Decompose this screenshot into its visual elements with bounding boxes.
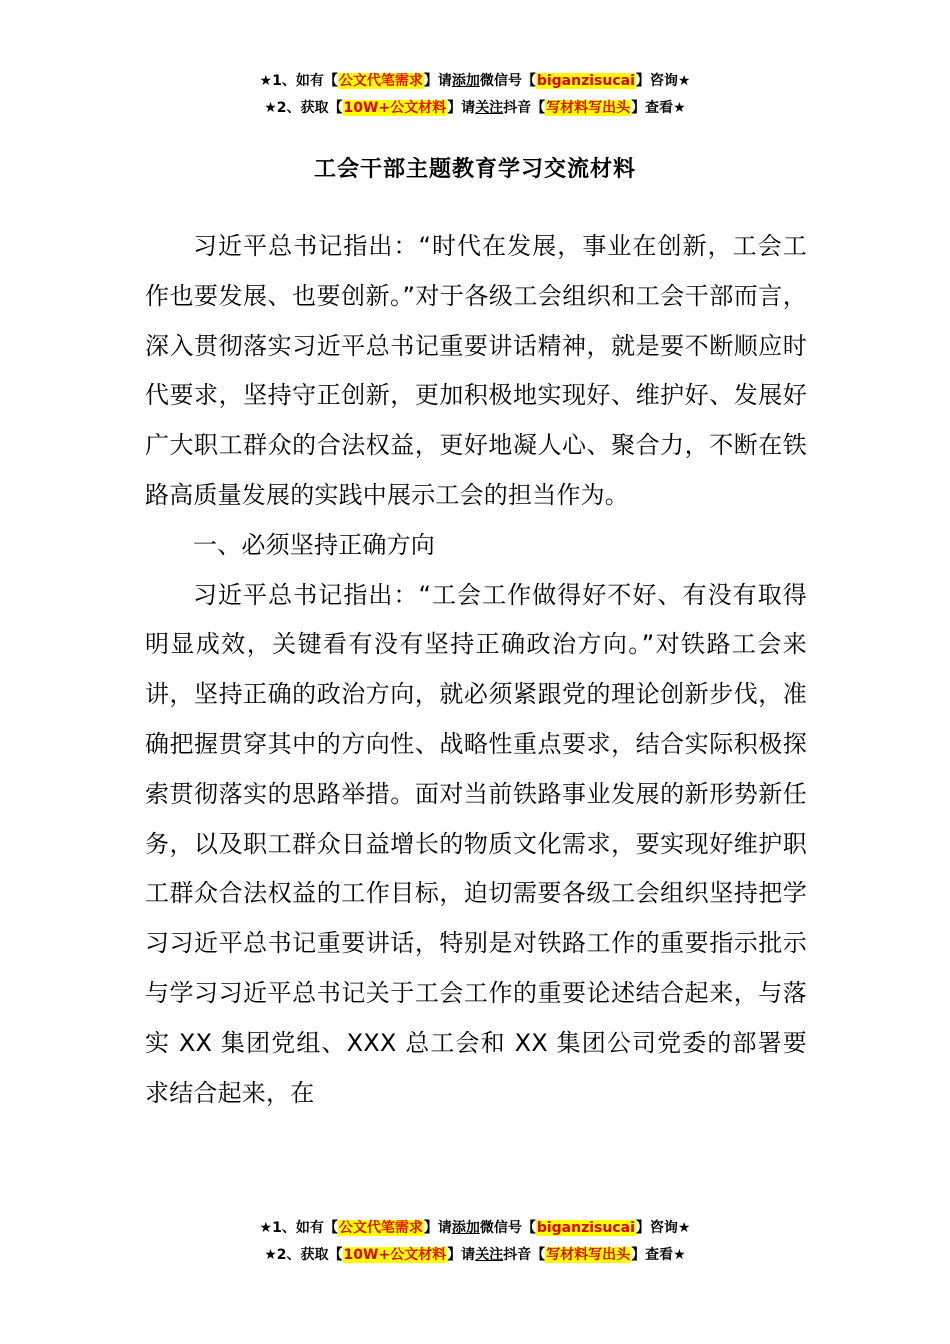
banner-underlined: 关注 (475, 1247, 504, 1263)
banner-underlined: 添加 (451, 73, 480, 89)
section-heading: 一、必须坚持正确方向 (193, 530, 435, 559)
paragraph-intro: 习近平总书记指出：“时代在发展，事业在创新，工会工作也要发展、也要创新。”对于各级工会组织和工会干部而言，深入贯彻落实习近平总书记重要讲话精神，就是要不断顺应时代要求，坚持守正创新，更加积极地实现好、维护好、发展好广大职工群众的合法权益，更好地凝人心、聚合力，不断在铁路高质量发展的实践中展示工会的担当作为。 (145, 232, 807, 509)
banner-text: 】请 (447, 1247, 476, 1263)
banner-text: ★2、获取【 (264, 100, 343, 116)
banner-text: ★1、如有【 (259, 73, 338, 89)
banner-text: 抖音【 (503, 100, 546, 116)
banner-highlight: 10W+公文材料 (343, 100, 447, 116)
banner-highlight: biganzisucai (536, 73, 635, 89)
header-banner (0, 68, 950, 122)
paragraph-section-1: 习近平总书记指出：“工会工作做得好不好、有没有取得明显成效，关键看有没有坚持正确政治方向。”对铁路工会来讲，坚持正确的政治方向，就必须紧跟党的理论创新步伐，准确把握贯穿其中的方向性、战略性重点要求，结合实际积极探索贯彻落实的思路举措。面对当前铁路事业发展的新形势新任务，以及职工群众日益增长的物质文化需求，要实现好维护职工群众合法权益的工作目标，迫切需要各级工会组织坚持把学习习近平总书记重要讲话，特别是对铁路工作的重要指示批示与学习习近平总书记关于工会工作的重要论述结合起来，与落实 XX 集团党组、XXX 总工会和 XX 集团公司党委的部署要求结合起来，在 (145, 580, 807, 1107)
banner-text: 微信号【 (479, 1220, 536, 1236)
banner-line-2 (0, 1242, 950, 1269)
document-body (145, 222, 807, 1118)
banner-text: 】咨询★ (635, 1220, 691, 1236)
banner-text: 】请 (447, 100, 476, 116)
banner-line-1 (0, 1215, 950, 1242)
banner-text: 】查看★ (631, 100, 686, 116)
banner-highlight: 写材料写出头 (546, 1247, 631, 1263)
banner-highlight: 公文代笔需求 (338, 73, 423, 89)
banner-text: 】查看★ (631, 1247, 686, 1263)
footer-banner (0, 1215, 950, 1269)
banner-text: 】咨询★ (635, 73, 691, 89)
banner-underlined: 添加 (451, 1220, 480, 1236)
banner-line-2 (0, 95, 950, 122)
banner-text: ★1、如有【 (259, 1220, 338, 1236)
banner-highlight: biganzisucai (536, 1220, 635, 1236)
banner-text: 】请 (423, 1220, 452, 1236)
banner-text: 】请 (423, 73, 452, 89)
banner-highlight: 10W+公文材料 (343, 1247, 447, 1263)
banner-line-1 (0, 68, 950, 95)
banner-text: ★2、获取【 (264, 1247, 343, 1263)
banner-highlight: 写材料写出头 (546, 100, 631, 116)
banner-underlined: 关注 (475, 100, 504, 116)
banner-highlight: 公文代笔需求 (338, 1220, 423, 1236)
document-title: 工会干部主题教育学习交流材料 (313, 157, 636, 182)
banner-text: 抖音【 (503, 1247, 546, 1263)
banner-text: 微信号【 (479, 73, 536, 89)
